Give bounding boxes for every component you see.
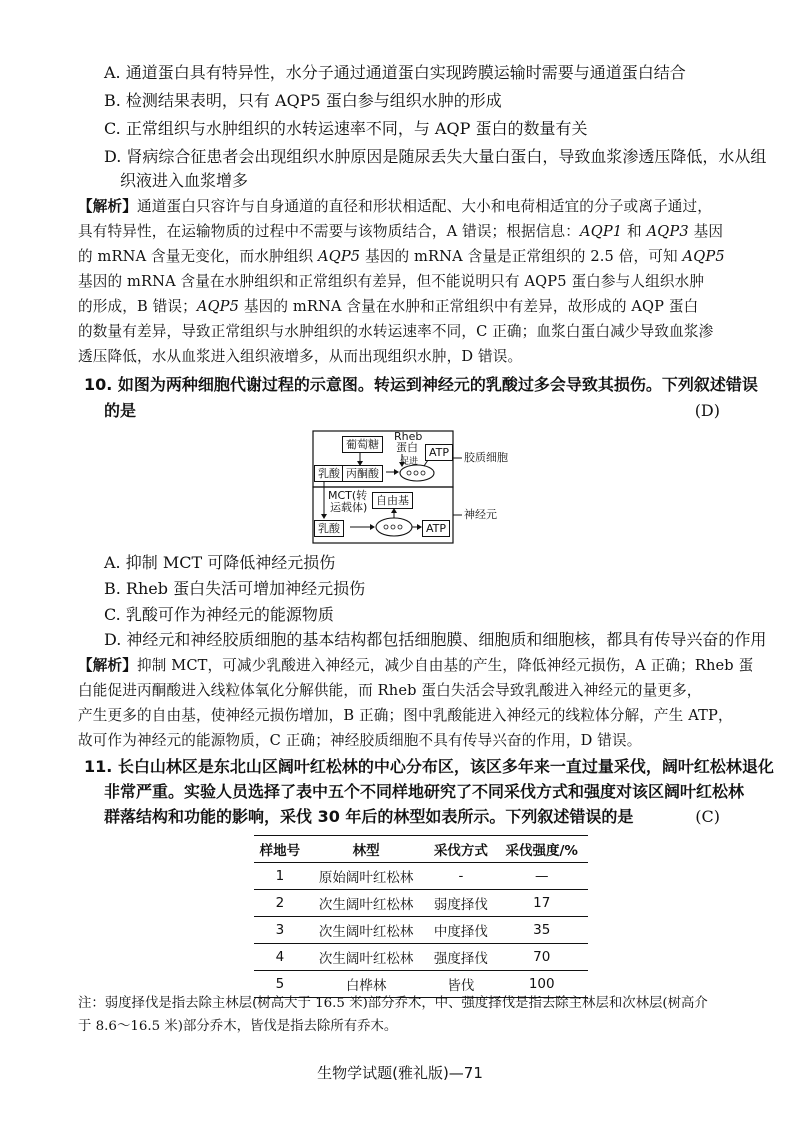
diagram-glial-label: 胶质细胞 bbox=[464, 451, 508, 464]
q10-stem-line1: 10. 如图为两种细胞代谢过程的示意图。转运到神经元的乳酸过多会导致其损伤。下列叙述错误 bbox=[84, 375, 758, 394]
q10-option-c: C. 乳酸可作为神经元的能源物质 bbox=[104, 605, 334, 624]
table-header-row bbox=[254, 836, 588, 863]
table-cell: 5 bbox=[275, 976, 285, 992]
table-row bbox=[254, 944, 588, 971]
q9-analysis-line3: 的 mRNA 含量无变化，而水肿组织 AQP5 基因的 mRNA 含量是正常组织的 2.5 倍，可知 AQP5 bbox=[78, 248, 725, 265]
table-note-line2: 于 8.6～16.5 米)部分乔木，皆伐是指去除所有乔木。 bbox=[78, 1019, 398, 1034]
diagram-promote: 促进 bbox=[400, 457, 419, 467]
table-header: 采伐方式 bbox=[433, 843, 488, 859]
diagram-rheb-protein: 蛋白 bbox=[396, 441, 418, 454]
table-cell: 次生阔叶红松林 bbox=[318, 924, 414, 940]
table-cell: 100 bbox=[528, 976, 555, 992]
diagram-atp-top: ATP bbox=[425, 444, 453, 461]
q11-answer: (C) bbox=[695, 807, 720, 826]
q10-analysis-line2: 白能促进丙酮酸进入线粒体氧化分解供能，而 Rheb 蛋白失活会导致乳酸进入神经元的量更多， bbox=[78, 682, 702, 699]
q9-analysis-line5: 的形成，B 错误；AQP5 基因的 mRNA 含量在水肿和正常组织中有差异，故形成的 AQP 蛋白 bbox=[78, 298, 699, 315]
q10-answer: (D) bbox=[694, 401, 720, 420]
table-cell: 70 bbox=[533, 949, 551, 965]
diagram-lactate-top: 乳酸 bbox=[314, 465, 344, 482]
q10-analysis-line1: 【解析】抑制 MCT，可减少乳酸进入神经元，减少自由基的产生，降低神经元损伤，A 正确；Rheb 蛋 bbox=[78, 657, 754, 674]
diagram-mct-line1: MCT(转 bbox=[328, 489, 368, 502]
q9-option-b: B. 检测结果表明，只有 AQP5 蛋白参与组织水肿的形成 bbox=[104, 91, 502, 110]
diagram-pyruvate: 丙酮酸 bbox=[342, 465, 383, 482]
q10-analysis-line4: 故可作为神经元的能源物质，C 正确；神经胶质细胞不具有传导兴奋的作用，D 错误。 bbox=[78, 732, 642, 749]
table-header: 林型 bbox=[352, 843, 380, 859]
q10-analysis-line3: 产生更多的自由基，使神经元损伤增加，B 正确；图中乳酸能进入神经元的线粒体分解，产生 ATP， bbox=[78, 707, 733, 724]
table-cell: 皆伐 bbox=[447, 978, 475, 994]
table-row bbox=[254, 917, 588, 944]
analysis-tag: 【解析】 bbox=[78, 657, 137, 674]
q10-stem-line2: 的是 bbox=[104, 401, 137, 420]
q9-analysis-line2: 具有特异性，在运输物质的过程中不需要与该物质结合，A 错误；根据信息：AQP1 和 AQP3 基因 bbox=[78, 223, 724, 240]
mitochondrion-icon bbox=[376, 518, 412, 536]
q10-option-d: D. 神经元和神经胶质细胞的基本结构都包括细胞膜、细胞质和细胞核，都具有传导兴奋的作用 bbox=[104, 630, 767, 649]
table-cell: 3 bbox=[275, 922, 285, 938]
table-cell: 白桦林 bbox=[345, 978, 387, 994]
q9-analysis-line7: 透压降低，水从血浆进入组织液增多，从而出现组织水肿，D 错误。 bbox=[78, 348, 523, 365]
table-cell: 次生阔叶红松林 bbox=[318, 951, 414, 967]
q10-option-a: A. 抑制 MCT 可降低神经元损伤 bbox=[104, 553, 336, 572]
diagram-atp-bottom: ATP bbox=[422, 520, 450, 537]
q10-option-b: B. Rheb 蛋白失活可增加神经元损伤 bbox=[104, 579, 366, 598]
table-cell: 次生阔叶红松林 bbox=[318, 897, 414, 913]
q9-option-c: C. 正常组织与水肿组织的水转运速率不同，与 AQP 蛋白的数量有关 bbox=[104, 119, 588, 138]
q9-analysis-line4: 基因的 mRNA 含量在水肿组织和正常组织有差异，但不能说明只有 AQP5 蛋白参与人组织水肿 bbox=[78, 273, 705, 290]
table-cell: 原始阔叶红松林 bbox=[318, 870, 414, 886]
table-cell: 2 bbox=[275, 895, 285, 911]
table-cell: 17 bbox=[533, 895, 551, 911]
q11-stem-line3: 群落结构和功能的影响，采伐 30 年后的林型如表所示。下列叙述错误的是 bbox=[104, 807, 634, 826]
table-cell: 35 bbox=[533, 922, 551, 938]
table-note-line1: 注：弱度择伐是指去除主林层(树高大于 16.5 米)部分乔木，中、强度择伐是指去除主林层和次林层(树高介 bbox=[78, 996, 708, 1011]
q11-stem-line1: 11. 长白山林区是东北山区阔叶红松林的中心分布区，该区多年来一直过量采伐，阔叶红松林退化 bbox=[84, 757, 774, 776]
table-cell: — bbox=[534, 868, 549, 884]
table-row bbox=[254, 863, 588, 890]
table-cell: 中度择伐 bbox=[433, 924, 488, 940]
diagram-lactate-bottom: 乳酸 bbox=[314, 520, 344, 537]
q9-option-d-line2: 织液进入血浆增多 bbox=[120, 171, 249, 190]
table-cell: - bbox=[458, 868, 464, 884]
q11-stem-line2: 非常严重。实验人员选择了表中五个不同样地研究了不同采伐方式和强度对该区阔叶红松林 bbox=[104, 782, 745, 801]
q9-option-d-line1: D. 肾病综合征患者会出现组织水肿原因是随尿丢失大量白蛋白，导致血浆渗透压降低，水从组 bbox=[104, 147, 767, 166]
diagram-rheb: Rheb bbox=[394, 430, 423, 443]
diagram-glucose: 葡萄糖 bbox=[342, 436, 383, 453]
table-cell: 1 bbox=[275, 868, 285, 884]
analysis-tag: 【解析】 bbox=[78, 198, 137, 215]
table-header: 采伐强度/% bbox=[505, 843, 578, 859]
q9-analysis-line6: 的数量有差异，导致正常组织与水肿组织的水转运速率不同，C 正确；血浆白蛋白减少导致血浆渗 bbox=[78, 323, 714, 340]
cell-metabolism-diagram bbox=[312, 430, 542, 545]
diagram-neuron-label: 神经元 bbox=[464, 508, 497, 521]
q9-option-a: A. 通道蛋白具有特异性，水分子通过通道蛋白实现跨膜运输时需要与通道蛋白结合 bbox=[104, 63, 686, 82]
table-cell: 弱度择伐 bbox=[433, 897, 488, 913]
diagram-free-radical: 自由基 bbox=[372, 492, 413, 509]
table-header: 样地号 bbox=[259, 843, 301, 859]
page-footer: 生物学试题(雅礼版)—71 bbox=[317, 1064, 483, 1082]
table-cell: 强度择伐 bbox=[433, 951, 488, 967]
table-row bbox=[254, 890, 588, 917]
forest-sample-table bbox=[254, 835, 588, 998]
table-cell: 4 bbox=[275, 949, 285, 965]
diagram-mct-line2: 运载体) bbox=[330, 501, 368, 514]
q9-analysis-line1: 【解析】通道蛋白只容许与自身通道的直径和形状相适配、大小和电荷相适宜的分子或离子通过， bbox=[78, 198, 712, 215]
